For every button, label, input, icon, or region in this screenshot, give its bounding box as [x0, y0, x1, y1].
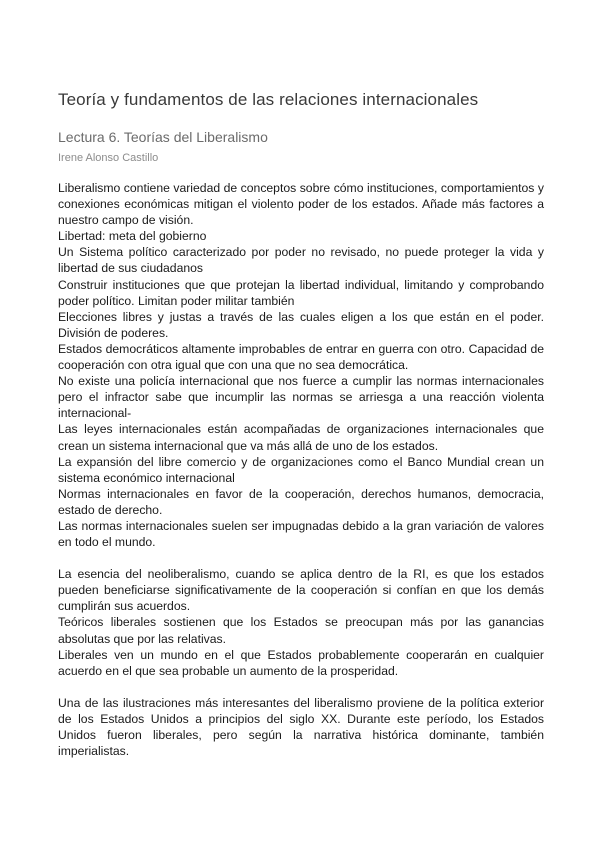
paragraph: No existe una policía internacional que nos fuerce a cumplir las normas internacionales pero el infractor sabe que incumplir las normas se arriesga a una reacción violenta internacional-: [58, 374, 544, 421]
paragraph: La esencia del neoliberalismo, cuando se aplica dentro de la RI, es que los estados pueden beneficiarse significativamente de la cooperación si confían en que los demás cumplirán sus acuerdos.: [58, 567, 544, 614]
paragraph: Las leyes internacionales están acompañadas de organizaciones internacionales que crean un sistema internacional que va más allá de uno de los estados.: [58, 422, 544, 453]
paragraph: Una de las ilustraciones más interesantes del liberalismo proviene de la política exterior de los Estados Unidos a principios del siglo XX. Durante este período, los Estados Unidos fueron liberales, pero según la narrativa histórica dominante, también imperialistas.: [58, 695, 544, 759]
document-body: [58, 180, 544, 759]
paragraph: Liberalismo contiene variedad de conceptos sobre cómo instituciones, comportamientos y conexiones económicas mitigan el violento poder de los estados. Añade más factores a nuestro campo de visión.: [58, 181, 544, 228]
document-title: Teoría y fundamentos de las relaciones internacionales: [58, 90, 479, 109]
paragraph: Las normas internacionales suelen ser impugnadas debido a la gran variación de valores en todo el mundo.: [58, 518, 544, 550]
paragraph: La expansión del libre comercio y de organizaciones como el Banco Mundial crean un sistema económico internacional: [58, 454, 544, 485]
paragraph: Estados democráticos altamente improbables de entrar en guerra con otro. Capacidad de cooperación con otra igual que con una que no sea democrática.: [58, 341, 544, 373]
paragraph: Liberales ven un mundo en el que Estados probablemente cooperarán en cualquier acuerdo en el que sea probable un aumento de la prosperidad.: [58, 647, 544, 678]
paragraph: Normas internacionales en favor de la cooperación, derechos humanos, democracia, estado de derecho.: [58, 486, 544, 517]
paragraph-spacer: [58, 550, 544, 566]
lecture-subtitle: Lectura 6. Teorías del Liberalismo: [58, 129, 268, 145]
paragraph: Elecciones libres y justas a través de las cuales eligen a los que están en el poder. División de poderes.: [58, 309, 544, 340]
author-name: Irene Alonso Castillo: [58, 152, 159, 164]
paragraph: Construir instituciones que que protejan la libertad individual, limitando y comprobando poder político. Limitan poder militar también: [58, 277, 544, 308]
paragraph: Libertad: meta del gobierno: [58, 229, 207, 244]
paragraph: Teóricos liberales sostienen que los Estados se preocupan más por las ganancias absolutas que por las relativas.: [58, 615, 544, 646]
paragraph: Un Sistema político caracterizado por poder no revisado, no puede proteger la vida y libertad de sus ciudadanos: [58, 245, 544, 276]
paragraph-spacer: [58, 679, 544, 695]
